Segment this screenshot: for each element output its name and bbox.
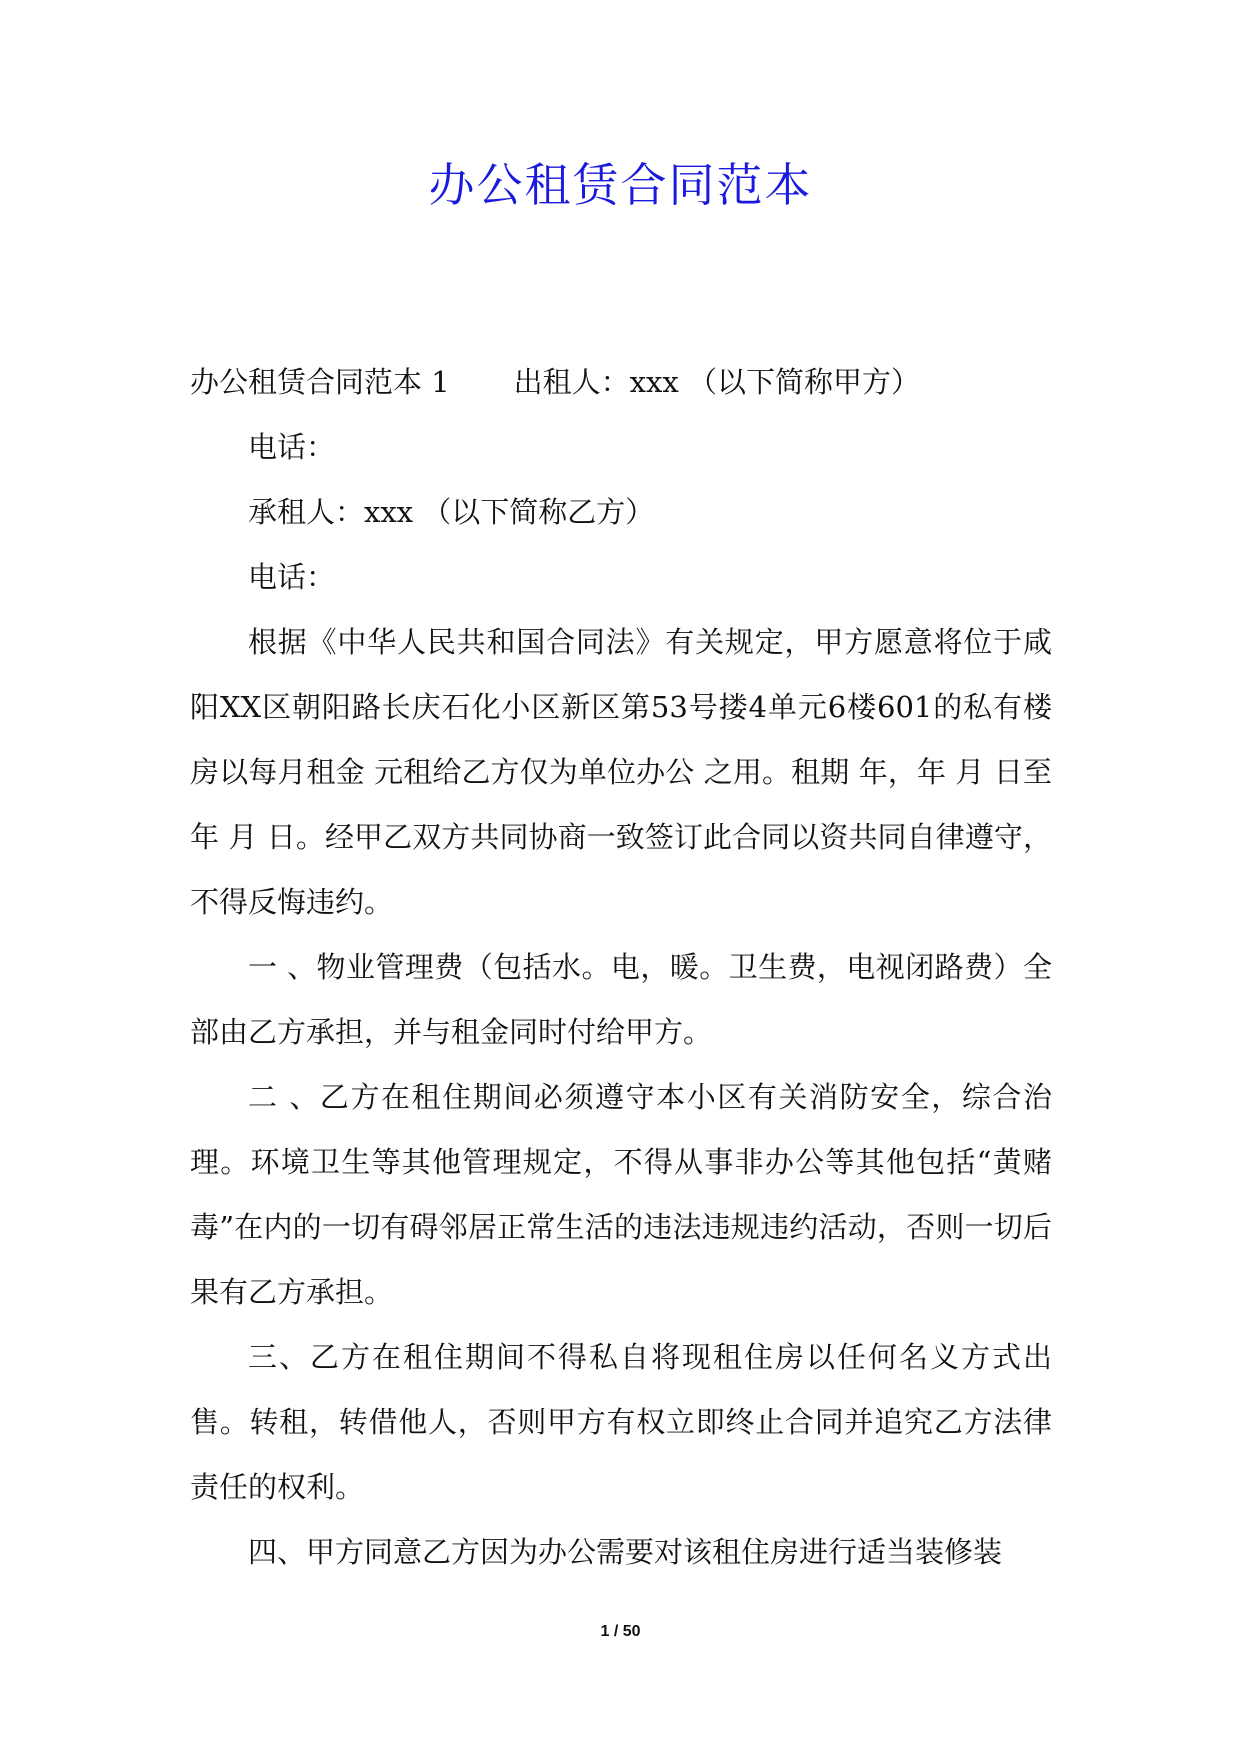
lessee-phone: 电话： (248, 560, 336, 594)
lessor-phone: 电话： (248, 430, 336, 464)
document-body (190, 350, 1052, 1585)
intro-paragraph (190, 350, 1052, 415)
clause-1: 一 、物业管理费（包括水。电，暖。卫生费，电视闭路费）全部由乙方承担，并与租金同时付给甲方。 (190, 950, 1052, 1049)
intro-heading: 办公租赁合同范本 1 (190, 365, 450, 399)
clause-3: 三、乙方在租住期间不得私自将现租住房以任何名义方式出售。转租，转借他人，否则甲方有权立即终止合同并追究乙方法律责任的权利。 (190, 1340, 1052, 1504)
page-number: 1 / 50 (600, 1623, 641, 1640)
clause-4: 四、甲方同意乙方因为办公需要对该租住房进行适当装修装 (248, 1535, 1003, 1569)
clause-2: 二 、乙方在租住期间必须遵守本小区有关消防安全，综合治理。环境卫生等其他管理规定，不得从事非办公等其他包括“黄赌毒”在内的一切有碍邻居正常生活的违法违规违约活动，否则一切后果有乙方承担。 (190, 1080, 1052, 1309)
lessee-line: 承租人：xxx （以下简称乙方） (248, 495, 655, 529)
preamble-paragraph: 根据《中华人民共和国合同法》有关规定，甲方愿意将位于咸阳XX区朝阳路长庆石化小区新区第53号搂4单元6楼601的私有楼房以每月租金 元租给乙方仅为单位办公 之用。租期 年，年 月 日至 年 月 日。经甲乙双方共同协商一致签订此合同以资共同自律遵守，不得反悔违约。 (190, 625, 1052, 919)
lessor-line: 出租人：xxx （以下简称甲方） (513, 365, 920, 399)
document-title: 办公租赁合同范本 (428, 158, 813, 212)
